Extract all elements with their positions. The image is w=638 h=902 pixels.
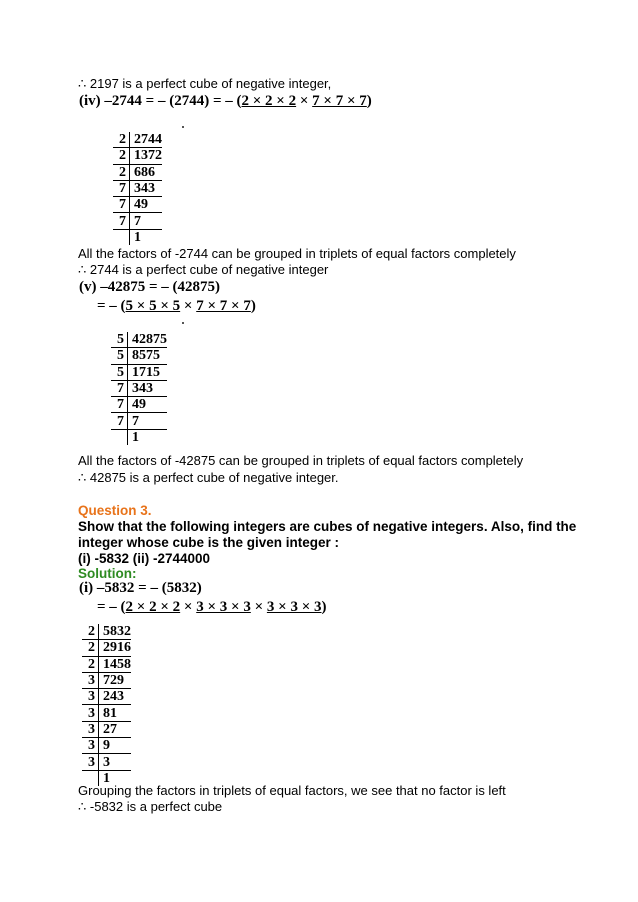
quotient-cell: 1 — [103, 770, 110, 786]
division-row — [111, 413, 167, 429]
division-table-42875 — [111, 332, 167, 445]
division-row — [82, 689, 131, 705]
quotient-cell: 81 — [99, 705, 132, 721]
division-row — [82, 656, 131, 672]
equation-v-expanded: = – (5 × 5 × 5 × 7 × 7 × 7) — [97, 298, 256, 314]
division-row — [111, 332, 167, 348]
quotient-cell: 1715 — [128, 364, 168, 380]
statement-factors-2744: All the factors of -2744 can be grouped in triplets of equal factors completely — [78, 246, 516, 261]
statement-cube-42875: ∴ 42875 is a perfect cube of negative integer. — [78, 470, 339, 485]
divisor-cell: 2 — [113, 164, 130, 180]
quotient-cell: 686 — [130, 164, 163, 180]
quotient-cell: 49 — [130, 197, 163, 213]
divisor-cell: 5 — [111, 332, 128, 348]
quotient-cell: 8575 — [128, 348, 168, 364]
divisor-cell: 2 — [82, 656, 99, 672]
divisor-cell: 7 — [113, 180, 130, 196]
divisor-cell: 7 — [111, 413, 128, 429]
divisor-cell: 3 — [82, 721, 99, 737]
statement-cube-5832: ∴ -5832 is a perfect cube — [78, 799, 223, 814]
quotient-cell: 7 — [128, 413, 168, 429]
solution-label: Solution: — [78, 566, 137, 581]
quotient-cell: 343 — [128, 380, 168, 396]
divisor-cell: 7 — [113, 213, 130, 229]
division-row — [113, 229, 162, 245]
divisor-cell — [111, 429, 128, 445]
divisor-cell — [113, 229, 130, 245]
statement-2197: ∴ 2197 is a perfect cube of negative integer, — [78, 76, 332, 91]
quotient-cell: 49 — [128, 397, 168, 413]
division-row — [113, 148, 162, 164]
divisor-cell: 7 — [113, 197, 130, 213]
question-text-line-2: integer whose cube is the given integer : — [78, 535, 340, 550]
statement-grouping-5832: Grouping the factors in triplets of equal factors, we see that no factor is left — [78, 783, 506, 798]
quotient-cell: 9 — [99, 738, 132, 754]
quotient-cell: 3 — [99, 754, 132, 770]
division-row — [111, 348, 167, 364]
equation-i: (i) –5832 = – (5832) — [79, 580, 202, 596]
divisor-cell: 7 — [111, 380, 128, 396]
divisor-cell: 2 — [82, 640, 99, 656]
statement-cube-2744: ∴ 2744 is a perfect cube of negative integer — [78, 262, 329, 277]
statement-factors-42875: All the factors of -42875 can be grouped in triplets of equal factors completely — [78, 453, 524, 468]
equation-iv: (iv) –2744 = – (2744) = – (2 × 2 × 2 × 7 × 7 × 7) — [79, 93, 372, 109]
divisor-cell: 3 — [82, 738, 99, 754]
division-row — [113, 180, 162, 196]
division-row — [82, 624, 131, 640]
quotient-cell: 2744 — [130, 132, 163, 148]
division-row — [82, 721, 131, 737]
division-row — [113, 197, 162, 213]
division-row — [82, 738, 131, 754]
division-table-2744 — [113, 132, 162, 245]
question-title: Question 3. — [78, 503, 152, 518]
question-text-line-1: Show that the following integers are cubes of negative integers. Also, find the — [78, 519, 577, 534]
quotient-cell: 1 — [134, 229, 141, 245]
divisor-cell: 3 — [82, 705, 99, 721]
divisor-cell: 5 — [111, 348, 128, 364]
division-row — [82, 705, 131, 721]
quotient-cell: 1 — [132, 429, 139, 445]
divisor-cell: 3 — [82, 689, 99, 705]
equation-i-expanded: = – (2 × 2 × 2 × 3 × 3 × 3 × 3 × 3 × 3) — [97, 599, 327, 615]
quotient-cell: 2916 — [99, 640, 132, 656]
equation-v: (v) –42875 = – (42875) — [79, 279, 221, 295]
division-row — [113, 132, 162, 148]
divisor-cell: 3 — [82, 754, 99, 770]
divisor-cell: 2 — [82, 624, 99, 640]
division-row — [111, 429, 167, 445]
quotient-cell: 729 — [99, 672, 132, 688]
quotient-cell: 27 — [99, 721, 132, 737]
division-row — [111, 380, 167, 396]
quotient-cell: 1372 — [130, 148, 163, 164]
quotient-cell: 343 — [130, 180, 163, 196]
division-row — [82, 754, 131, 770]
division-row — [82, 640, 131, 656]
division-row — [113, 164, 162, 180]
quotient-cell: 243 — [99, 689, 132, 705]
quotient-cell: 7 — [130, 213, 163, 229]
division-row — [113, 213, 162, 229]
quotient-cell: 1458 — [99, 656, 132, 672]
divisor-cell: 7 — [111, 397, 128, 413]
divisor-cell: 3 — [82, 672, 99, 688]
division-row — [111, 397, 167, 413]
division-table-5832 — [82, 624, 131, 786]
quotient-cell: 42875 — [128, 332, 168, 348]
division-row — [82, 672, 131, 688]
divisor-cell: 5 — [111, 364, 128, 380]
quotient-cell: 5832 — [99, 624, 132, 640]
divisor-cell: 2 — [113, 132, 130, 148]
divisor-cell: 2 — [113, 148, 130, 164]
question-parts: (i) -5832 (ii) -2744000 — [78, 551, 211, 566]
division-row — [111, 364, 167, 380]
